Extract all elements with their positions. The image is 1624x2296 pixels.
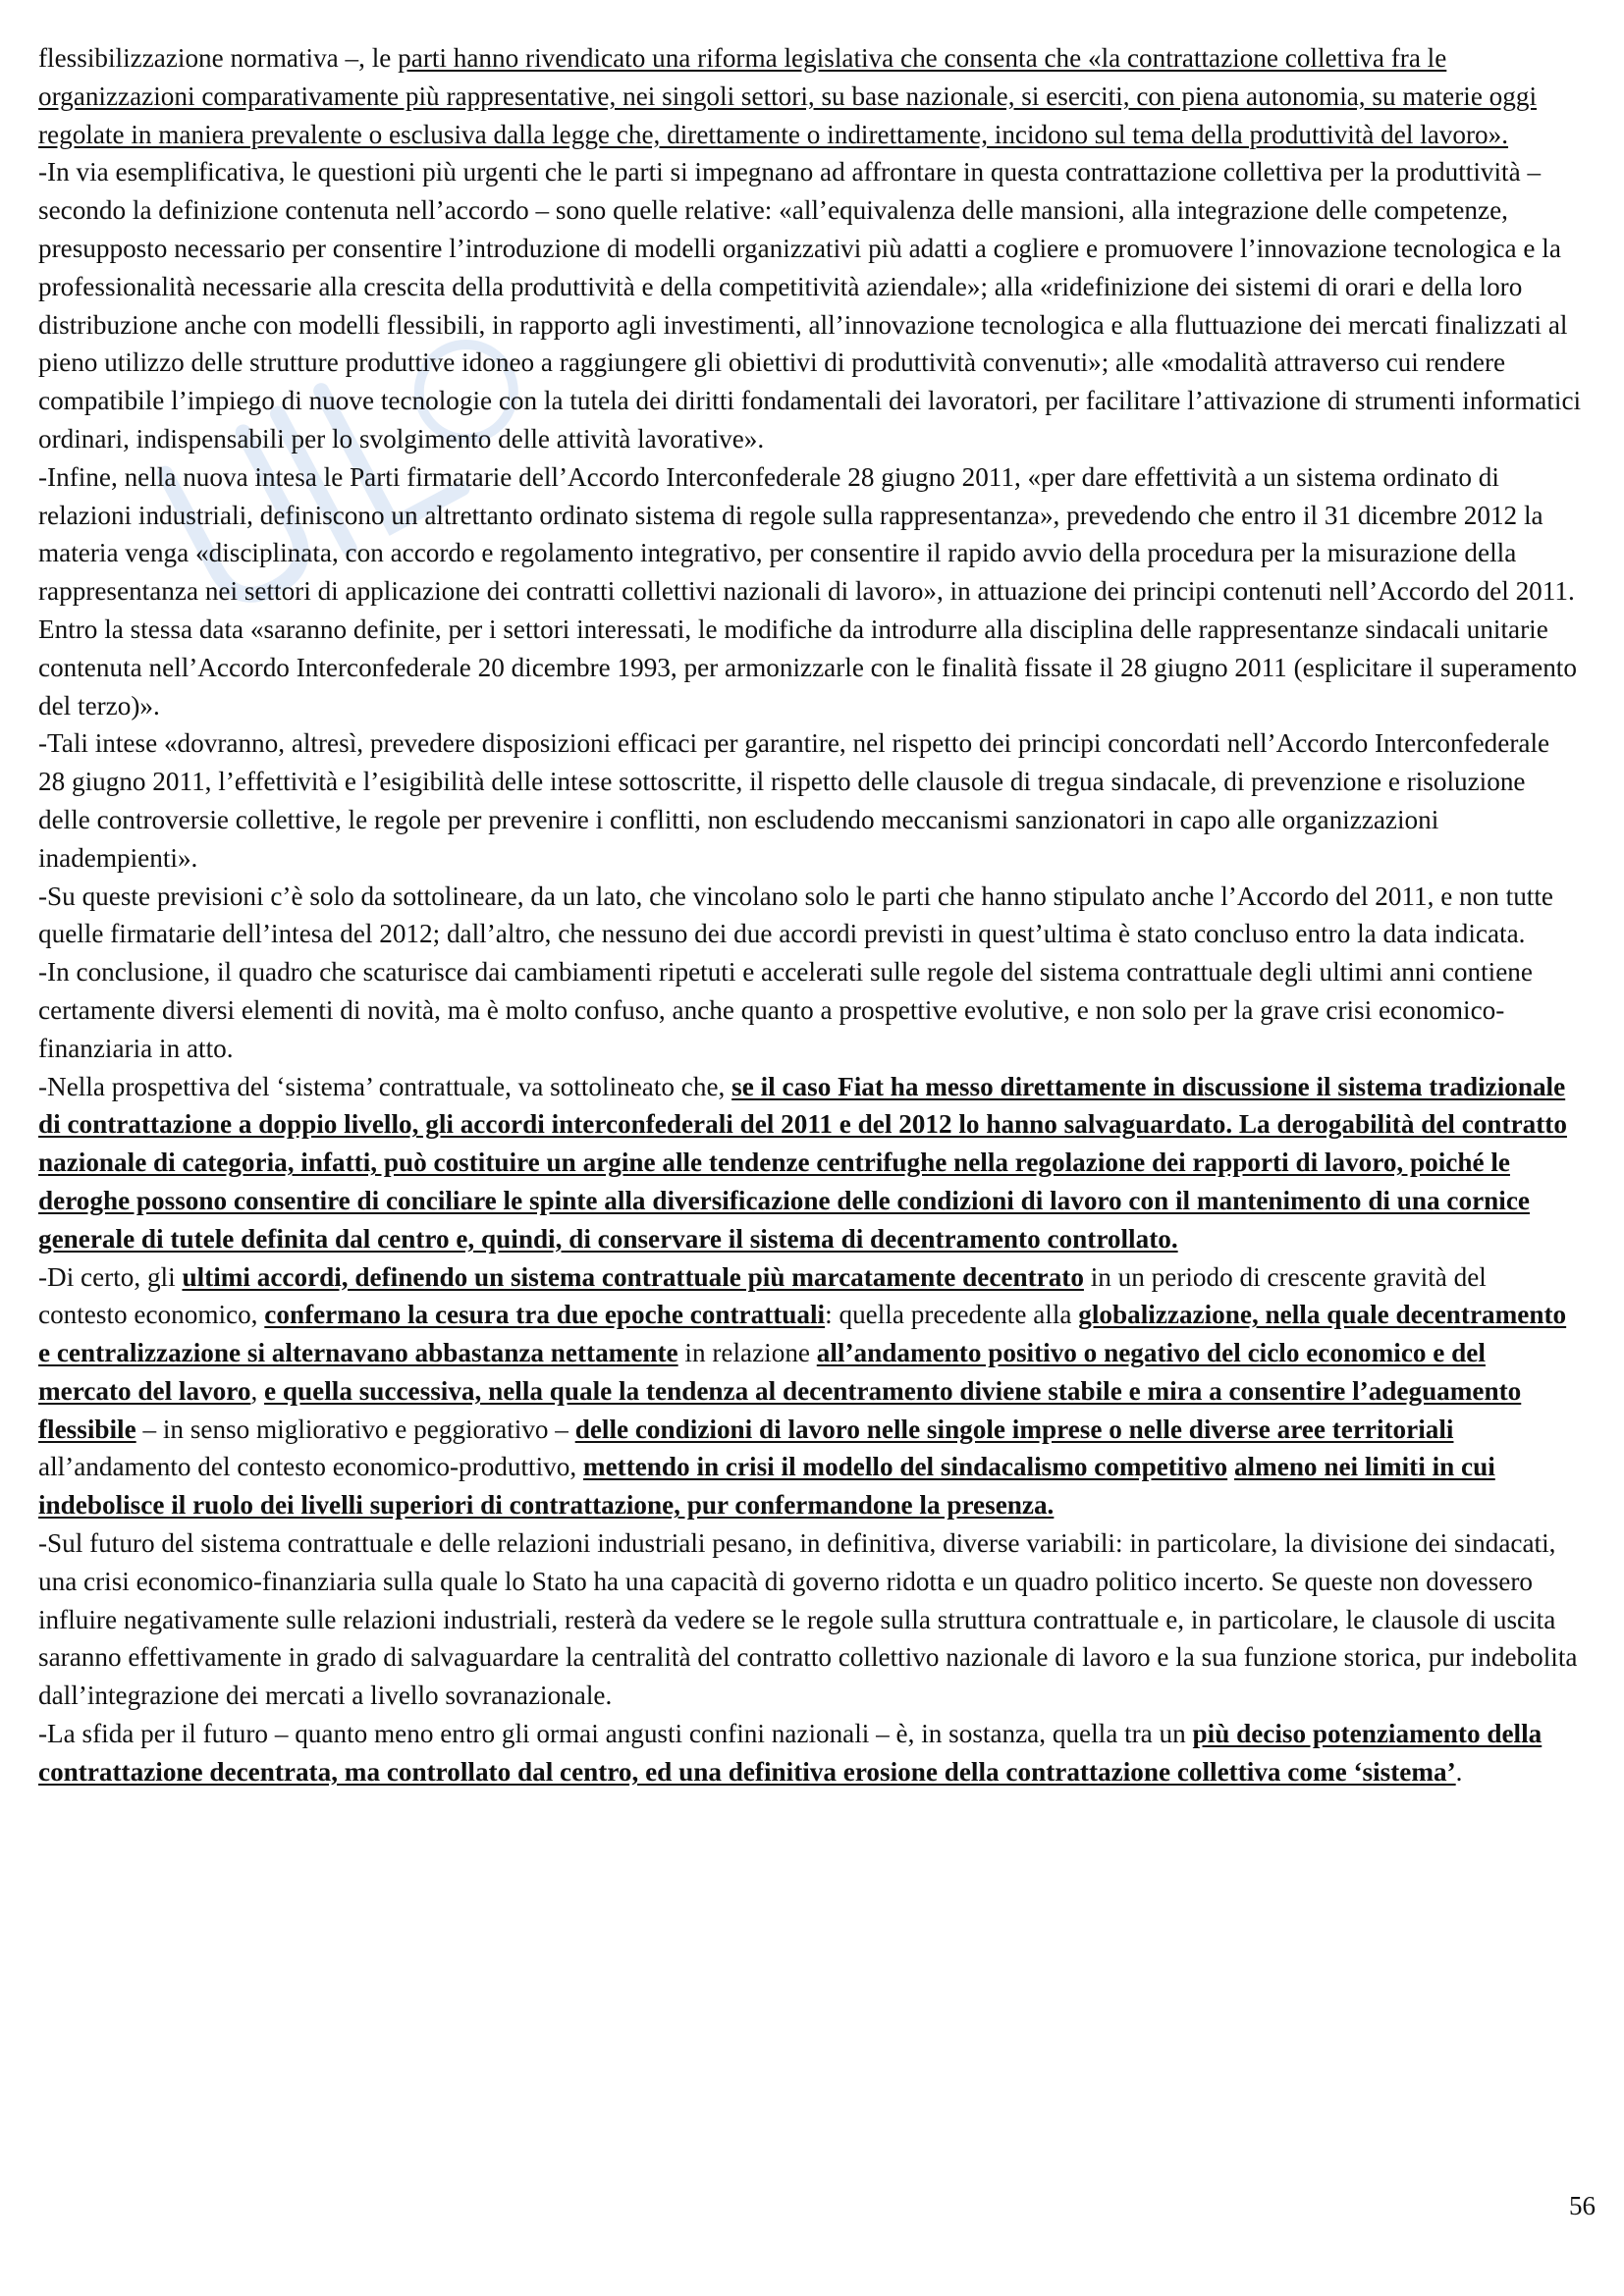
emphasized-text-run: parti hanno rivendicato una riforma legislativa che consenta che «la contrattazione collettiva fra le organizzazioni comparativamente più rappresentative, nei singoli settori, su base nazionale, si eserciti, con piena autonomia, su materie oggi regolate in maniera prevalente o esclusiva dalla legge che, direttamente o indirettamente, incidono sul tema della produttività del lavoro». [38, 43, 1538, 149]
text-run: : quella precedente alla [825, 1300, 1079, 1330]
text-run: -In via esemplificativa, le questioni più urgenti che le parti si impegnano ad affrontare in questa contrattazione collettiva per la produttività – secondo la definizione contenuta nell’accordo – sono quelle relative: «all’equivalenza delle mansioni, alla integrazione delle competenze, presupposto necessario per consentire l’introduzione di modelli organizzativi più adatti a cogliere e promuovere l’innovazione tecnologica e la professionalità necessarie alla crescita della produttività e della competitività aziendale»; alla «ridefinizione dei sistemi di orari e della loro distribuzione anche con modelli flessibili, in rapporto agli investimenti, all’innovazione tecnologica e alla fluttuazione dei mercati finalizzati al pieno utilizzo delle strutture produttive idoneo a raggiungere gli obiettivi di produttività convenuti»; alle «modalità attraverso cui rendere compatibile l’impiego di nuove tecnologie con la tutela dei diritti fondamentali dei lavoratori, per facilitare l’attivazione di strumenti informatici ordinari, indispensabili per lo svolgimento delle attività lavorative». [38, 157, 1582, 454]
paragraph-6 [38, 953, 1582, 1067]
paragraph-10 [38, 1715, 1582, 1791]
text-run: -Sul futuro del sistema contrattuale e delle relazioni industriali pesano, in definitiva, diverse variabili: in particolare, la divisione dei sindacati, una crisi economico-finanziaria sulla quale lo Stato ha una capacità di governo ridotta e un quadro politico incerto. Se queste non dovessero influire negativamente sulle relazioni industriali, resterà da vedere se le regole sulla struttura contrattuale e, in particolare, le clausole di uscita saranno effettivamente in grado di salvaguardare la centralità del contratto collettivo nazionale di lavoro e la sua funzione storica, pur indebolita dall’integrazione dei mercati a livello sovranazionale. [38, 1528, 1578, 1711]
text-run: flessibilizzazione normativa –, le [38, 43, 399, 73]
text-run: -In conclusione, il quadro che scaturisce dai cambiamenti ripetuti e accelerati sulle regole del sistema contrattuale degli ultimi anni contiene certamente diversi elementi di novità, ma è molto confuso, anche quanto a prospettive evolutive, e non solo per la grave crisi economico-finanziaria in atto. [38, 957, 1533, 1063]
text-run: – in senso migliorativo e peggiorativo – [135, 1414, 575, 1444]
text-run: -Tali intese «dovranno, altresì, prevedere disposizioni efficaci per garantire, nel rispetto dei principi concordati nell’Accordo Interconfederale 28 giugno 2011, l’effettività e l’esigibilità delle intese sottoscritte, il rispetto delle clausole di tregua sindacale, di prevenzione e risoluzione delle controversie collettive, le regole per prevenire i conflitti, non escludendo meccanismi sanzionatori in capo alle organizzazioni inadempienti». [38, 728, 1550, 873]
paragraph-1 [38, 39, 1582, 153]
paragraph-5 [38, 878, 1582, 954]
text-run: -Nella prospettiva del ‘sistema’ contrattuale, va sottolineato che, [38, 1071, 732, 1101]
text-run: . [1455, 1756, 1463, 1787]
paragraph-3 [38, 458, 1582, 725]
emphasized-text-run: almeno nei limiti in cui indebolisce il ruolo dei livelli superiori di contrattazione, pur confermandone la presenza. [38, 1452, 1495, 1521]
emphasized-text-run: ultimi accordi, definendo un sistema contrattuale più marcatamente decentrato [182, 1261, 1084, 1292]
text-run: in relazione [677, 1338, 817, 1368]
paragraph-4 [38, 724, 1582, 877]
emphasized-text-run: confermano la cesura tra due epoche contrattuali [264, 1300, 826, 1330]
text-run: in un periodo di crescente gravità del contesto economico, [38, 1261, 1487, 1330]
document-body [38, 39, 1582, 1791]
text-run: -Su queste previsioni c’è solo da sottolineare, da un lato, che vincolano solo le parti che hanno stipulato anche l’Accordo del 2011, e non tutte quelle firmatarie dell’intesa del 2012; dall’altro, che nessuno dei due accordi previsti in quest’ultima è stato concluso entro la data indicata. [38, 881, 1553, 949]
paragraph-7 [38, 1068, 1582, 1258]
text-run: -La sfida per il futuro – quanto meno entro gli ormai angusti confini nazionali – è, in sostanza, quella tra un [38, 1719, 1193, 1749]
text-run: -Di certo, gli [38, 1261, 183, 1292]
emphasized-text-run: mettendo in crisi il modello del sindacalismo competitivo [582, 1452, 1228, 1482]
text-run: -Infine, nella nuova intesa le Parti firmatarie dell’Accordo Interconfederale 28 giugno 2011, «per dare effettività a un sistema ordinato di relazioni industriali, definiscono un altrettanto ordinato sistema di regole sulla rappresentanza», prevedendo che entro il 31 dicembre 2012 la materia venga «disciplinata, con accordo e regolamento integrativo, per consentire il rapido avvio della procedura per la misurazione della rappresentanza nei settori di applicazione dei contratti collettivi nazionali di lavoro», in attuazione dei principi contenuti nell’Accordo del 2011. Entro la stessa data «saranno definite, per i settori interessati, le modifiche da introdurre alla disciplina delle rappresentanze sindacali unitarie contenuta nell’Accordo Interconfederale 20 dicembre 1993, per armonizzarle con le finalità fissate il 28 giugno 2011 (esplicitare il superamento del terzo)». [38, 461, 1577, 721]
text-run: all’andamento del contesto economico-produttivo, [38, 1452, 583, 1482]
text-run [1227, 1452, 1234, 1481]
emphasized-text-run: globalizzazione, nella quale decentramento e centralizzazione si alternavano abbastanza nettamente [38, 1300, 1567, 1368]
emphasized-text-run: delle condizioni di lavoro nelle singole imprese o nelle diverse aree territoriali [574, 1414, 1454, 1444]
emphasized-text-run: se il caso Fiat ha messo direttamente in discussione il sistema tradizionale di contrattazione a doppio livello, gli accordi interconfederali del 2011 e del 2012 lo hanno salvaguardato. La derogabilità del contratto nazionale di categoria, infatti, può costituire un argine alle tendenze centrifughe nella regolazione dei rapporti di lavoro, poiché le deroghe possono consentire di conciliare le spinte alla diversificazione delle condizioni di lavoro con il mantenimento di una cornice generale di tutele definita dal centro e, quindi, di conservare il sistema di decentramento controllato. [38, 1071, 1567, 1254]
emphasized-text-run: e quella successiva, nella quale la tendenza al decentramento diviene stabile e mira a consentire l’adeguamento flessibile [38, 1375, 1522, 1444]
paragraph-2 [38, 153, 1582, 457]
page-number: 56 [1569, 2191, 1596, 2220]
text-run: , [250, 1375, 265, 1406]
paragraph-9 [38, 1524, 1582, 1715]
emphasized-text-run: all’andamento positivo o negativo del ciclo economico e del mercato del lavoro [38, 1338, 1486, 1406]
paragraph-8 [38, 1258, 1582, 1525]
emphasized-text-run: più deciso potenziamento della contrattazione decentrata, ma controllato dal centro, ed una definitiva erosione della contrattazione collettiva come ‘sistema’ [38, 1719, 1543, 1787]
